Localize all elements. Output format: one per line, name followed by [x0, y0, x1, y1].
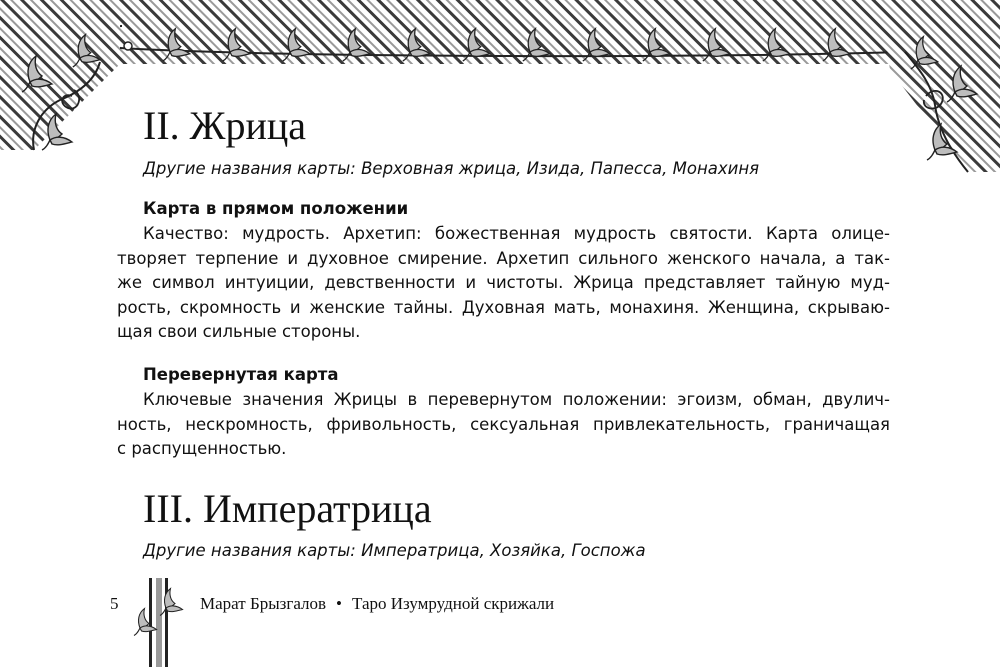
text-line: щая свои сильные стороны. — [117, 322, 361, 341]
text-line: с распущенностью. — [117, 439, 287, 458]
section-title-empress: III. Императрица — [143, 486, 432, 531]
footer-ornament — [134, 578, 183, 667]
text-line: Качество: мудрость. Архетип: божественная мудрость святости. Карта олице- — [143, 224, 890, 243]
footer-author: Марат Брызгалов — [200, 594, 327, 613]
text-line: ность, нескромность, фривольность, сексуальная привлекательность, граничащая — [117, 414, 890, 434]
section-title-priestess: II. Жрица — [143, 103, 307, 148]
page-number: 5 — [110, 594, 119, 613]
top-ornament-band — [0, 0, 1000, 64]
footer-separator: • — [336, 594, 342, 613]
alternate-names-priestess: Другие названия карты: Верховная жрица, Изида, Папесса, Монахиня — [143, 159, 760, 178]
subheading-upright: Карта в прямом положении — [143, 199, 409, 218]
alternate-names-empress: Другие названия карты: Императрица, Хозяйка, Госпожа — [143, 541, 646, 560]
paragraph-reversed — [117, 388, 890, 462]
text-line: творяет терпение и духовное смирение. Архетип сильного женского начала, а так- — [117, 248, 890, 268]
footer-book-title: Таро Изумрудной скрижали — [351, 594, 555, 613]
left-corner-ornament — [0, 0, 120, 150]
text-line: рость, скромность и женские тайны. Духовная мать, монахиня. Женщина, скрываю- — [117, 297, 890, 317]
text-line: же символ интуиции, девственности и чистоты. Жрица представляет тайную муд- — [117, 273, 890, 292]
subheading-reversed: Перевернутая карта — [143, 365, 339, 384]
running-footer — [200, 594, 554, 614]
text-line: Ключевые значения Жрицы в перевернутом положении: эгоизм, обман, двулич- — [143, 390, 890, 409]
right-corner-ornament — [880, 0, 1000, 172]
paragraph-upright — [117, 222, 890, 345]
